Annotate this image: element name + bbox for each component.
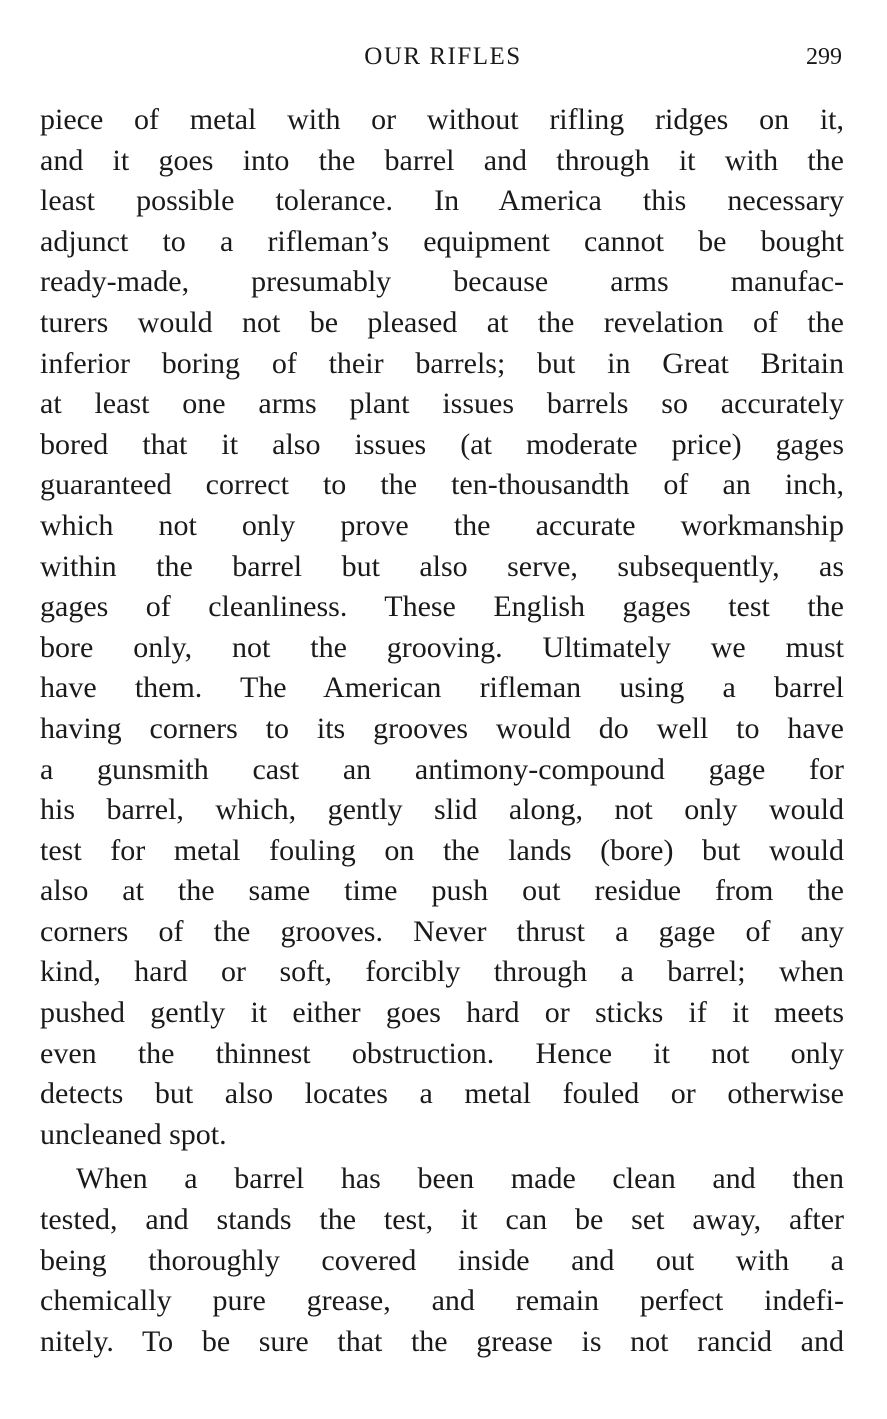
text-line: nitely. To be sure that the grease is not rancid and bbox=[40, 1324, 844, 1358]
text-body bbox=[40, 100, 844, 1362]
text-line: guaranteed correct to the ten-thousandth of an inch, bbox=[40, 468, 844, 502]
text-line: chemically pure grease, and remain perfect indefi- bbox=[40, 1284, 844, 1318]
text-line: kind, hard or soft, forcibly through a barrel; when bbox=[40, 955, 844, 989]
text-line: also at the same time push out residue from the bbox=[40, 874, 844, 908]
text-line: his barrel, which, gently slid along, not only would bbox=[40, 793, 844, 827]
running-head bbox=[40, 40, 846, 74]
text-line: gages of cleanliness. These English gages test the bbox=[40, 590, 844, 624]
text-line: ready-made, presumably because arms manufac- bbox=[40, 265, 844, 299]
text-line: a gunsmith cast an antimony-compound gage for bbox=[40, 752, 844, 786]
text-line: having corners to its grooves would do well to have bbox=[40, 711, 844, 745]
text-line: tested, and stands the test, it can be set away, after bbox=[40, 1203, 844, 1237]
text-line: which not only prove the accurate workmanship bbox=[40, 508, 844, 542]
text-line: within the barrel but also serve, subsequently, as bbox=[40, 549, 844, 583]
text-line: bore only, not the grooving. Ultimately we must bbox=[40, 630, 844, 664]
running-title: OUR RIFLES bbox=[364, 43, 522, 70]
paragraph bbox=[40, 1159, 844, 1362]
text-line: piece of metal with or without rifling ridges on it, bbox=[40, 103, 844, 136]
text-line: uncleaned spot. bbox=[40, 1117, 227, 1151]
text-line: at least one arms plant issues barrels so accurately bbox=[40, 387, 844, 421]
text-line: being thoroughly covered inside and out with a bbox=[40, 1243, 844, 1277]
text-line: and it goes into the barrel and through it with the bbox=[40, 143, 844, 177]
text-line: least possible tolerance. In America this necessary bbox=[40, 184, 844, 218]
text-line: even the thinnest obstruction. Hence it not only bbox=[40, 1036, 844, 1070]
text-line: corners of the grooves. Never thrust a gage of any bbox=[40, 914, 844, 948]
text-line: When a barrel has been made clean and then bbox=[76, 1162, 844, 1196]
text-line: turers would not be pleased at the revelation of the bbox=[40, 305, 844, 339]
page-number: 299 bbox=[806, 44, 842, 70]
text-line: detects but also locates a metal fouled or otherwise bbox=[40, 1077, 844, 1111]
text-line: have them. The American rifleman using a barrel bbox=[40, 671, 844, 705]
text-line: adjunct to a rifleman’s equipment cannot be bought bbox=[40, 224, 844, 258]
paragraph-continued bbox=[40, 100, 844, 1155]
text-line: bored that it also issues (at moderate price) gages bbox=[40, 427, 844, 461]
text-line: pushed gently it either goes hard or sticks if it meets bbox=[40, 996, 844, 1030]
text-line: test for metal fouling on the lands (bore) but would bbox=[40, 833, 844, 867]
text-line: inferior boring of their barrels; but in Great Britain bbox=[40, 346, 844, 380]
